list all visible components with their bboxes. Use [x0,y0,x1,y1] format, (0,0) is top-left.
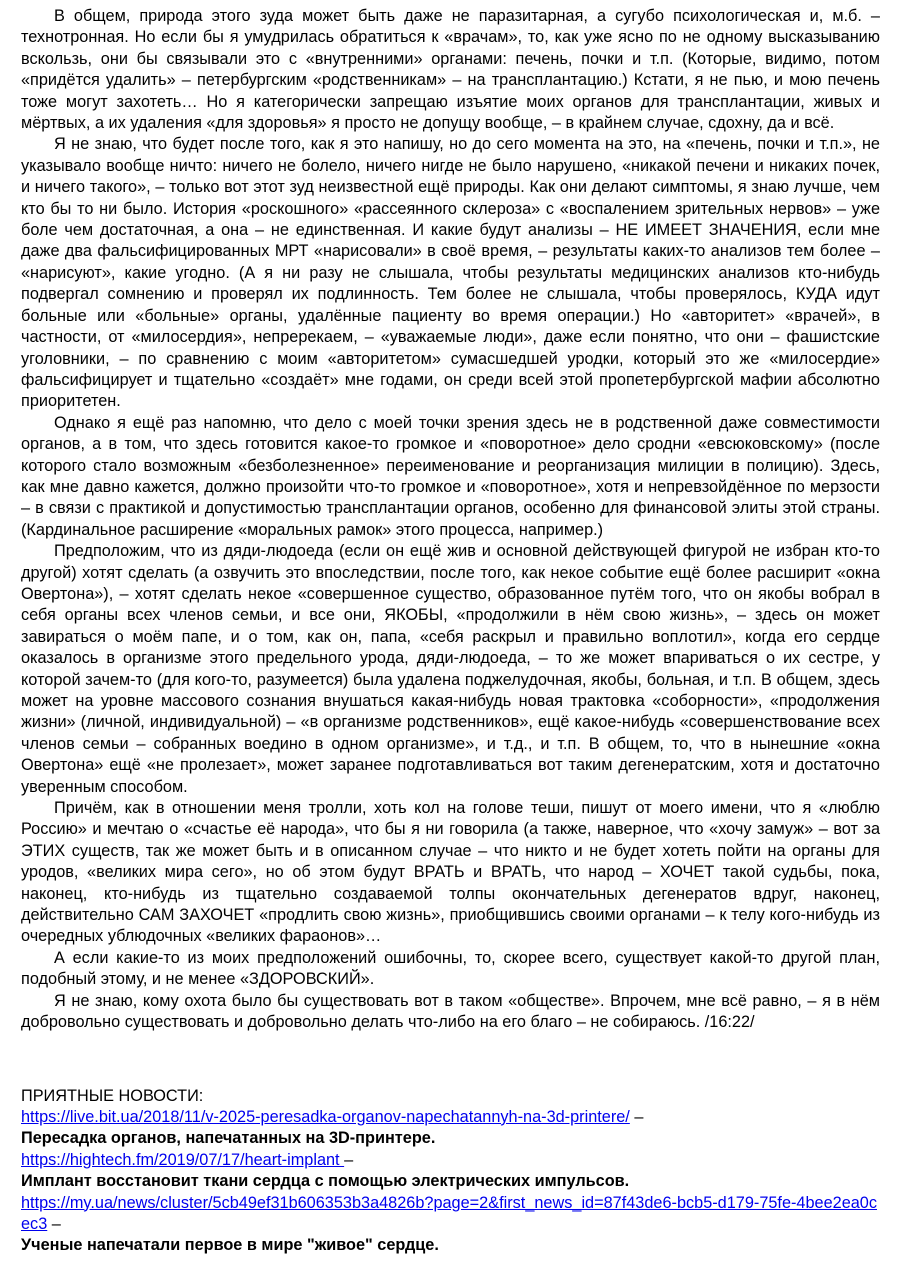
news-link[interactable]: https://my.ua/news/cluster/5cb49ef31b606353b3a4826b?page=2&first_news_id=87f43de6-bcb5-d179-75fe-4bee2ea0cec3 [21,1193,878,1233]
article-body [21,6,880,1034]
news-title: Пересадка органов, напечатанных на 3D-принтере. [21,1129,436,1148]
news-link[interactable]: https://live.bit.ua/2018/11/v-2025-peresadka-organov-napechatannyh-na-3d-printere/ [21,1107,630,1126]
news-item [21,1193,880,1257]
news-title: Ученые напечатали первое в мире "живое" сердце. [21,1236,439,1255]
paragraph: Предположим, что из дяди-людоеда (если он ещё жив и основной действующей фигурой не избран кто-то другой) хотят сделать (а озвучить это впоследствии, после того, как некое событие ещё более расширит «окна Овертона»), – хотят сделать некое «совершенное существо, образованное путём того, что он якобы вобрал в себя органы всех членов семьи, и все они, ЯКОБЫ, «продолжили в нём свою жизнь», – здесь он может завираться о моём папе, и о том, как он, папа, «себя раскрыл и правильно воплотил», когда его сердце оказалось в организме этого предельного урода, дяди-людоеда, – то же может впариваться о их сестре, у которой зачем-то (для кого-то, разумеется) была удалена поджелудочная, якобы, больная, и т.п. В общем, здесь может на уровне массового сознания внушаться какая-нибудь новая трактовка «соборности», «продолжения жизни» (личной, индивидуальной) – «в организме родственников», ещё какое-нибудь «совершенствование всех членов семьи – собранных воедино в одном организме», и т.д., и т.п. В общем, то, что в нынешние «окна Овертона» ещё «не пролезает», может заранее подготавливаться вот таким дегенератским, хотя и достаточно уверенным способом. [21,542,880,796]
paragraph: Причём, как в отношении меня тролли, хоть кол на голове теши, пишут от моего имени, что я «люблю Россию» и мечтаю о «счастье её народа», что бы я ни говорила (а также, наверное, что «хочу замуж» – вот за ЭТИХ существ, так же может быть и в описанном случае – что никто и не будет хотеть пойти на органы для уродов, «великих мира сего», но об этом будут ВРАТЬ и ВРАТЬ, что народ – ХОЧЕТ такой судьбы, пока, наконец, кто-нибудь из тщательно создаваемой толпы окончательных дегенератов вдруг, наконец, действительно САМ ЗАХОЧЕТ «продлить свою жизнь», приобщившись своими органами – к телу кого-нибудь из очередных ублюдочных «великих фараонов»… [21,799,880,946]
paragraph: Я не знаю, что будет после того, как я это напишу, но до сего момента на это, на «печень, почки и т.п.», не указывало вообще ничто: ничего не болело, ничего нигде не было нарушено, «никакой печени и никаких почек, и ничего такого», – только вот этот зуд неизвестной ещё природы. Как они делают симптомы, я знаю лучше, чем кто бы то ни было. История «роскошного» «рассеянного склероза» с «воспалением зрительных нервов» – уже боле чем достаточная, а она – не единственная. И какие будут анализы – НЕ ИМЕЕТ ЗНАЧЕНИЯ, если мне даже два фальсифицированных МРТ «нарисовали» в своё время, – результаты каких-то анализов тем более – «нарисуют», какие угодно. (А я ни разу не слышала, чтобы результаты медицинских анализов кто-нибудь подвергал сомнению и проверял их подлинность. Тем более не слышала, чтобы проверялось, КУДА идут больные или «больные» органы, удалённые пациенту во время операции.) Но «авторитет» «врачей», в частности, от «милосердия», непререкаем, – «уважаемые люди», даже если понятно, что они – фашистские уголовники, – по сравнению с моим «авторитетом» сумасшедшей уродки, который это же «милосердие» фальсифицирует и тщательно «создаёт» мне годами, он среди всей этой пропетербургской мафии абсолютно приоритетен. [21,135,880,411]
news-section [21,1086,880,1257]
news-item [21,1107,880,1150]
paragraph: Однако я ещё раз напомню, что дело с моей точки зрения здесь не в родственной даже совместимости органов, а в том, что здесь готовится какое-то громкое и «поворотное» дело сродни «евсюковскому» (после которого стало возможным «безболезненное» переименование и реорганизация милиции в полицию). Здесь, как мне давно кажется, должно произойти что-то громкое и «поворотное», хотя и непревзойдённое по мерзости – в связи с практикой и допустимостью трансплантации органов, особенно для финансовой элиты этой страны. (Кардинальное расширение «моральных рамок» этого процесса, например.) [21,413,880,539]
news-dash: – [344,1150,354,1169]
news-link[interactable]: https://hightech.fm/2019/07/17/heart-implant [21,1150,345,1169]
news-item [21,1150,880,1193]
news-title: Имплант восстановит ткани сердца с помощью электрических импульсов. [21,1172,630,1191]
paragraph: А если какие-то из моих предположений ошибочны, то, скорее всего, существует какой-то другой план, подобный этому, и не менее «ЗДОРОВСКИЙ». [21,948,880,989]
paragraph: В общем, природа этого зуда может быть даже не паразитарная, а сугубо психологическая и, м.б. – технотронная. Но если бы я умудрилась обратиться к «врачам», то, как уже ясно по не одному высказыванию вскользь, они бы связывали это с «внутренними» органами: печень, почки и т.п. (Которые, видимо, потом «придётся удалить» – петербургским «родственникам» – на трансплантацию.) Кстати, я не пью, и мою печень тоже могут захотеть… Но я категорически запрещаю изъятие моих органов для трансплантации, живых и мёртвых, а их удаления «для здоровья» я просто не допущу вообще, – в крайнем случае, сдохну, да и всё. [21,7,880,133]
news-dash: – [47,1214,61,1233]
paragraph: Я не знаю, кому охота было бы существовать вот в таком «обществе». Впрочем, мне всё равно, – я в нём добровольно существовать и добровольно делать что-либо на его благо – не собираюсь. /16:22/ [21,991,880,1032]
news-header: ПРИЯТНЫЕ НОВОСТИ: [21,1086,204,1105]
news-dash: – [629,1107,644,1126]
